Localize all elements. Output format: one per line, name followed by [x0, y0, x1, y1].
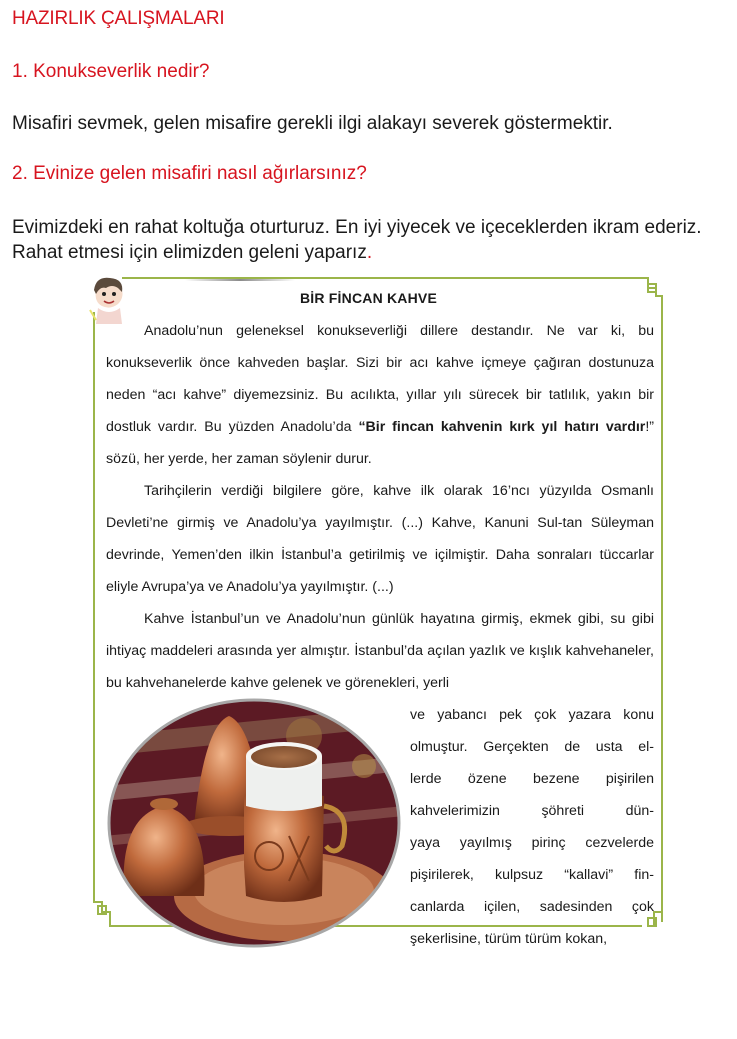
section-heading: HAZIRLIK ÇALIŞMALARI	[12, 8, 225, 29]
wrapped-line: yaya yayılmış pirinç cezvelerde	[410, 835, 654, 851]
red-period: .	[366, 242, 373, 263]
paragraph-2: Tarihçilerin verdiği bilgilere göre, kahve ilk olarak 16’ncı yüzyılda Osmanlı Devleti’ne girmiş ve Anadolu’ya yayılmıştır. (...) Kahve, Kanuni Sul-tan Süleyman devrinde, Yemen’den ilkin İstanbul’a getirilmiş ve içilmiştir. Daha sonraları tüccarlar eliyle Avrupa’ya ve Anadolu’ya yayılmıştır. (...)	[106, 483, 654, 595]
wrapped-line: pişirilerek, kulpsuz “kallavi” fin-	[410, 867, 654, 883]
answer-2-line-2-text: Rahat etmesi için elimizden geleni yaparız	[12, 242, 367, 263]
answer-2-line-1: Evimizdeki en rahat koltuğa oturturuz. En iyi yiyecek ve içeceklerden ikram ederiz.	[12, 217, 702, 238]
question-1: 1. Konukseverlik nedir?	[12, 61, 210, 82]
turkish-coffee-photo	[104, 696, 404, 951]
answer-2-line-2	[12, 240, 702, 265]
proverb-bold: “Bir fincan kahvenin kırk yıl hatırı vardır	[358, 419, 646, 435]
wrapped-line: ve yabancı pek çok yazara konu	[410, 707, 654, 723]
article-title: BİR FİNCAN KAHVE	[300, 290, 437, 306]
wrapped-line: kahvelerimizin şöhreti dün-	[410, 803, 654, 819]
wrapped-line: canlarda içilen, sadesinden çok	[410, 899, 654, 915]
paragraph-1-text: Anadolu’nun geleneksel konukseverliği dillere destandır. Ne var ki, bu konukseverlik önce kahveden başlar. Sizi bir acı kahve içmeye çağıran dostunuza neden “acı kahve” diyemezsiniz. Bu acılıkta, yıllar yılı sürecek bir tatlılık, yakın bir dostluk vardır. Bu yüzden Anadolu’da	[106, 323, 654, 435]
answer-1: Misafiri sevmek, gelen misafire gerekli ilgi alakayı severek göstermektir.	[12, 113, 613, 134]
wrapped-paragraph	[410, 699, 654, 955]
paragraph-3: Kahve İstanbul’un ve Anadolu’nun günlük hayatına girmiş, ekmek gibi, su gibi ihtiyaç maddeleri arasında yer almıştır. İstanbul’da açılan yazlık ve kışlık kahvehaneler, bu kahvehanelerde kahve gelenek ve görenekleri, yerli	[106, 611, 654, 691]
wrapped-line: lerde özene bezene pişirilen	[410, 771, 654, 787]
paragraph-1	[106, 315, 654, 475]
question-2: 2. Evinize gelen misafiri nasıl ağırlarsınız?	[12, 163, 367, 184]
answer-2	[12, 215, 702, 265]
paragraph-1-tail: !” sözü, her yerde, her zaman söylenir durur.	[106, 419, 655, 467]
wrapped-line: şekerlisine, türüm türüm kokan,	[410, 931, 608, 947]
wrapped-line: olmuştur. Gerçekten de usta el-	[410, 739, 654, 755]
article-body	[106, 315, 654, 699]
